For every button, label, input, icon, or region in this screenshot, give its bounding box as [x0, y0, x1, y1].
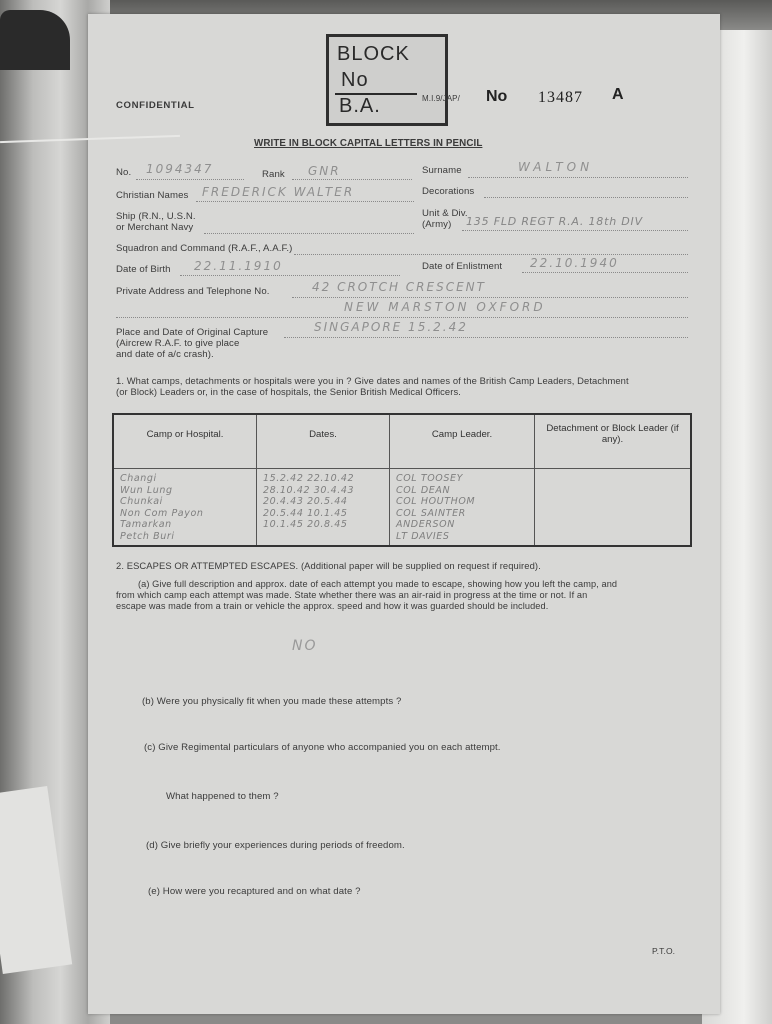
camps-column	[113, 469, 257, 547]
instruction-heading: WRITE IN BLOCK CAPITAL LETTERS IN PENCIL	[254, 138, 483, 149]
ship-line	[204, 233, 414, 234]
address-line-2	[116, 317, 688, 318]
christian-names-label: Christian Names	[116, 190, 189, 201]
ref-number: 13487	[538, 89, 583, 106]
header-detachment-leader: Detachment or Block Leader (if any).	[535, 414, 692, 469]
leader-entry: COL DEAN	[396, 484, 451, 496]
squadron-line	[294, 254, 688, 255]
unit-value: 135 FLD REGT R.A. 18th DIV	[466, 215, 643, 228]
ship-label-1: Ship (R.N., U.S.N.	[116, 211, 196, 222]
stamp-line-3: B.A.	[339, 95, 381, 117]
binder-clip	[0, 10, 70, 70]
rank-line	[292, 179, 412, 180]
rank-label: Rank	[262, 169, 285, 180]
header-camp-leader: Camp Leader.	[390, 414, 535, 469]
christian-names-value: FREDERICK WALTER	[202, 185, 355, 199]
surname-value: WALTON	[518, 160, 594, 174]
leader-entry: COL HOUTHOM	[396, 496, 476, 507]
no-value: 1094347	[146, 162, 214, 176]
capture-label: Place and Date of Original Capture	[116, 327, 269, 338]
rank-value: GNR	[308, 164, 341, 178]
capture-value: SINGAPORE 15.2.42	[314, 320, 468, 334]
q2c-sub-text: What happened to them ?	[166, 791, 279, 802]
enlistment-line	[522, 272, 688, 273]
no-label: No.	[116, 167, 132, 178]
leader-entry: COL SAINTER	[396, 507, 466, 519]
address-value-1: 42 CROTCH CRESCENT	[312, 280, 486, 294]
q2b-text: (b) Were you physically fit when you made these attempts ?	[142, 696, 402, 707]
camp-entry: Non Com Payon	[120, 507, 204, 519]
header-dates: Dates.	[257, 414, 390, 469]
leader-entry: ANDERSON	[396, 519, 455, 530]
dob-label: Date of Birth	[116, 264, 171, 275]
ref-prefix: M.I.9/JAP/	[422, 94, 460, 103]
leaders-column	[390, 469, 535, 547]
unit-label-1: Unit & Div.	[422, 208, 468, 219]
decorations-label: Decorations	[422, 186, 475, 197]
address-value-2: NEW MARSTON OXFORD	[344, 300, 546, 314]
camp-entry: Wun Lung	[120, 484, 173, 496]
camp-entry: Chunkai	[120, 496, 163, 507]
enlistment-label: Date of Enlistment	[422, 261, 503, 272]
capture-note-2: and date of a/c crash).	[116, 349, 214, 360]
block-stamp	[326, 34, 448, 126]
address-label: Private Address and Telephone No.	[116, 286, 270, 297]
leader-entry: COL TOOSEY	[396, 473, 464, 484]
ref-no-label: No	[486, 88, 508, 105]
capture-note-1: (Aircrew R.A.F. to give place	[116, 338, 240, 349]
ref-suffix: A	[612, 86, 624, 103]
capture-line	[284, 337, 688, 338]
q2c-text: (c) Give Regimental particulars of anyone who accompanied you on each attempt.	[144, 742, 501, 753]
date-entry: 28.10.42 30.4.43	[263, 484, 355, 496]
stamp-line-1: BLOCK	[337, 43, 410, 65]
leader-entry: LT DAVIES	[396, 530, 450, 542]
address-line-1	[292, 297, 688, 298]
ship-label-2: or Merchant Navy	[116, 222, 194, 233]
date-entry: 20.4.43 20.5.44	[263, 496, 348, 507]
q1-text-line-1: 1. What camps, detachments or hospitals were you in ? Give dates and names of the British Camp Leaders, Detachment	[116, 375, 629, 386]
confidential-label: CONFIDENTIAL	[116, 100, 195, 111]
squadron-label: Squadron and Command (R.A.F., A.A.F.)	[116, 243, 293, 254]
dob-value: 22.11.1910	[194, 259, 283, 273]
date-entry: 20.5.44 10.1.45	[263, 507, 348, 519]
detachment-column	[535, 469, 692, 547]
christian-names-line	[196, 201, 414, 202]
q2a-line-2: from which camp each attempt was made. State whether there was an air-raid in progress at the time or not. If an	[116, 590, 588, 600]
decorations-line	[484, 197, 688, 198]
camp-entry: Tamarkan	[120, 519, 172, 530]
header-camp: Camp or Hospital.	[113, 414, 257, 469]
surname-label: Surname	[422, 165, 462, 176]
no-line	[136, 179, 244, 180]
camp-entry: Petch Buri	[120, 530, 175, 542]
q2a-answer: NO	[292, 638, 318, 654]
surname-line	[468, 177, 688, 178]
q2-heading: 2. ESCAPES OR ATTEMPTED ESCAPES. (Additional paper will be supplied on request if required).	[116, 560, 541, 571]
pto-label: P.T.O.	[652, 946, 676, 956]
date-entry: 10.1.45 20.8.45	[263, 519, 348, 530]
enlistment-value: 22.10.1940	[530, 256, 619, 270]
date-entry: 15.2.42 22.10.42	[263, 473, 355, 484]
dob-line	[180, 275, 400, 276]
dates-column	[257, 469, 390, 547]
q2a-line-1: (a) Give full description and approx. date of each attempt you made to escape, showing how you left the camp, and	[138, 579, 618, 589]
unit-label-2: (Army)	[422, 219, 452, 230]
questionnaire-form	[88, 14, 720, 1014]
unit-line	[462, 230, 688, 231]
camp-entry: Changi	[120, 473, 157, 484]
q1-text-line-2: (or Block) Leaders or, in the case of hospitals, the Senior British Medical Officers.	[116, 386, 461, 397]
q2a-line-3: escape was made from a train or vehicle the approx. speed and how it was guarded should be included.	[116, 601, 549, 611]
stamp-line-2: No	[341, 69, 369, 91]
camps-table	[112, 413, 692, 547]
q2d-text: (d) Give briefly your experiences during periods of freedom.	[146, 840, 405, 851]
q2e-text: (e) How were you recaptured and on what date ?	[148, 886, 361, 897]
